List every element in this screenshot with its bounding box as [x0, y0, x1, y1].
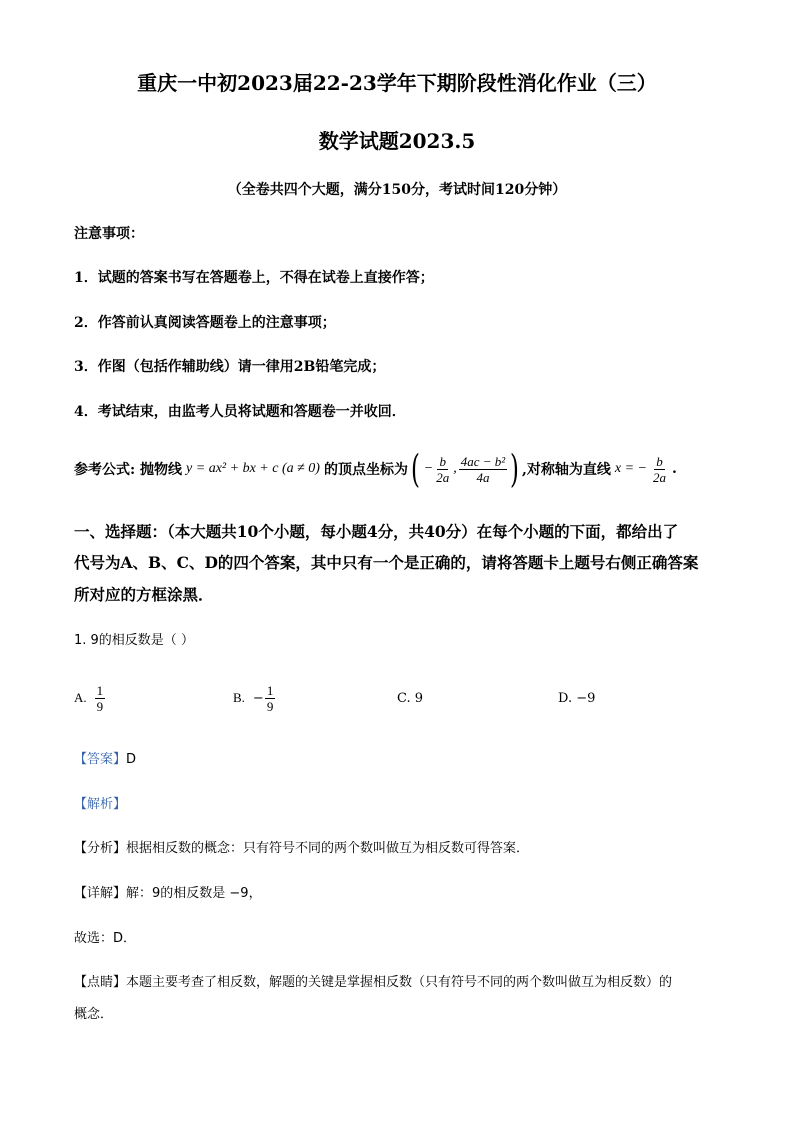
- vertex-y-fraction: [459, 454, 507, 485]
- option-b-label: B.: [233, 690, 245, 705]
- option-a-label: A.: [74, 690, 87, 705]
- choice-line: 故选：D．: [74, 931, 137, 946]
- axis-denominator: 2a: [653, 469, 666, 485]
- vertex-x-numerator: b: [439, 453, 446, 469]
- reference-formula: 参考公式: 抛物线 y = ax² + bx + c (a ≠ 0) 的顶点坐标为 ( − $\frac{b}{2a}$ , $\frac{\text{4ac − b²}}{4a}$ ) ,对称轴为直线 x = − $\frac{b}{2a}$ .: [74, 447, 677, 491]
- option-b-sign: −: [252, 690, 264, 706]
- fenxi-text: 根据相反数的概念：只有符号不同的两个数叫做互为相反数可得答案．: [126, 841, 530, 856]
- option-b-fraction: [265, 683, 276, 714]
- notice-item-4: 4．考试结束，由监考人员将试题和答题卷一并收回．: [74, 404, 406, 420]
- option-b: [233, 678, 275, 718]
- question-stem: 1. 9的相反数是（ ）: [74, 633, 194, 648]
- fenxi-line: [74, 837, 529, 856]
- notice-item-1: 1．试题的答案书写在答题卷上，不得在试卷上直接作答；: [74, 270, 434, 286]
- option-a: [74, 678, 105, 718]
- axis-lhs: x = −: [614, 461, 647, 476]
- notice-item-3: 3．作图（包括作辅助线）请一律用2B铅笔完成；: [74, 359, 386, 375]
- reference-prefix: 参考公式: 抛物线: [74, 462, 183, 478]
- section1-line-1: 一、选择题：（本大题共10个小题，每小题4分，共40分）在每个小题的下面，都给出了: [74, 522, 679, 541]
- left-paren-icon: (: [410, 447, 420, 491]
- right-paren-icon: ): [510, 447, 520, 491]
- option-c-text: C. 9: [397, 690, 424, 706]
- axis-fraction: [651, 454, 668, 485]
- option-b-denominator: 9: [266, 698, 274, 714]
- option-b-numerator: 1: [266, 682, 274, 698]
- axis-numerator: b: [656, 453, 663, 469]
- xiangjie-tag: 【详解】: [74, 886, 127, 901]
- fenxi-tag: 【分析】: [74, 841, 127, 856]
- analysis-line: [74, 793, 126, 812]
- subject-title: 数学试题2023.5: [318, 129, 476, 153]
- option-c: [397, 678, 423, 718]
- dianjing-text: 本题主要考查了相反数，解题的关键是掌握相反数（只有符号不同的两个数叫做互为相反数）的: [126, 975, 673, 990]
- dianjing-tag: 【点睛】: [74, 975, 127, 990]
- parabola-equation: y = ax² + bx + c (a ≠ 0): [186, 461, 320, 476]
- vertex-text: 的顶点坐标为: [323, 462, 408, 478]
- exam-title: 重庆一中初2023届22-23学年下期阶段性消化作业（三）: [137, 71, 657, 95]
- vertex-y-numerator: 4ac − b²: [460, 453, 506, 469]
- vertex-y-denominator: 4a: [476, 469, 490, 485]
- vertex-x-denominator: 2a: [436, 469, 450, 485]
- analysis-tag: 【解析】: [74, 797, 127, 812]
- section1-line-2: 代号为A、B、C、D的四个答案，其中只有一个是正确的，请将答题卡上题号右侧正确答案: [74, 553, 699, 572]
- xiangjie-text: 解：9的相反数是 −9，: [126, 886, 262, 901]
- answer-line: [74, 748, 136, 767]
- option-a-denominator: 9: [96, 698, 104, 714]
- section1-line-3: 所对应的方框涂黑．: [74, 585, 214, 604]
- answer-value: D: [126, 752, 137, 767]
- option-d-text: D. −9: [558, 690, 596, 706]
- notice-item-2: 2．作答前认真阅读答题卷上的注意事项；: [74, 315, 336, 331]
- vertex-x-fraction: [434, 454, 451, 485]
- option-a-fraction: [95, 683, 106, 714]
- option-a-numerator: 1: [96, 682, 104, 698]
- dianjing-line-2: 概念．: [74, 1007, 114, 1022]
- option-d: [558, 678, 595, 718]
- axis-text: ,对称轴为直线: [522, 462, 611, 478]
- dianjing-line: [74, 971, 672, 990]
- notice-heading: 注意事项：: [74, 226, 144, 242]
- exam-info: （全卷共四个大题，满分150分，考试时间120分钟）: [227, 182, 567, 198]
- answer-tag: 【答案】: [74, 752, 127, 767]
- xiangjie-line: [74, 882, 262, 901]
